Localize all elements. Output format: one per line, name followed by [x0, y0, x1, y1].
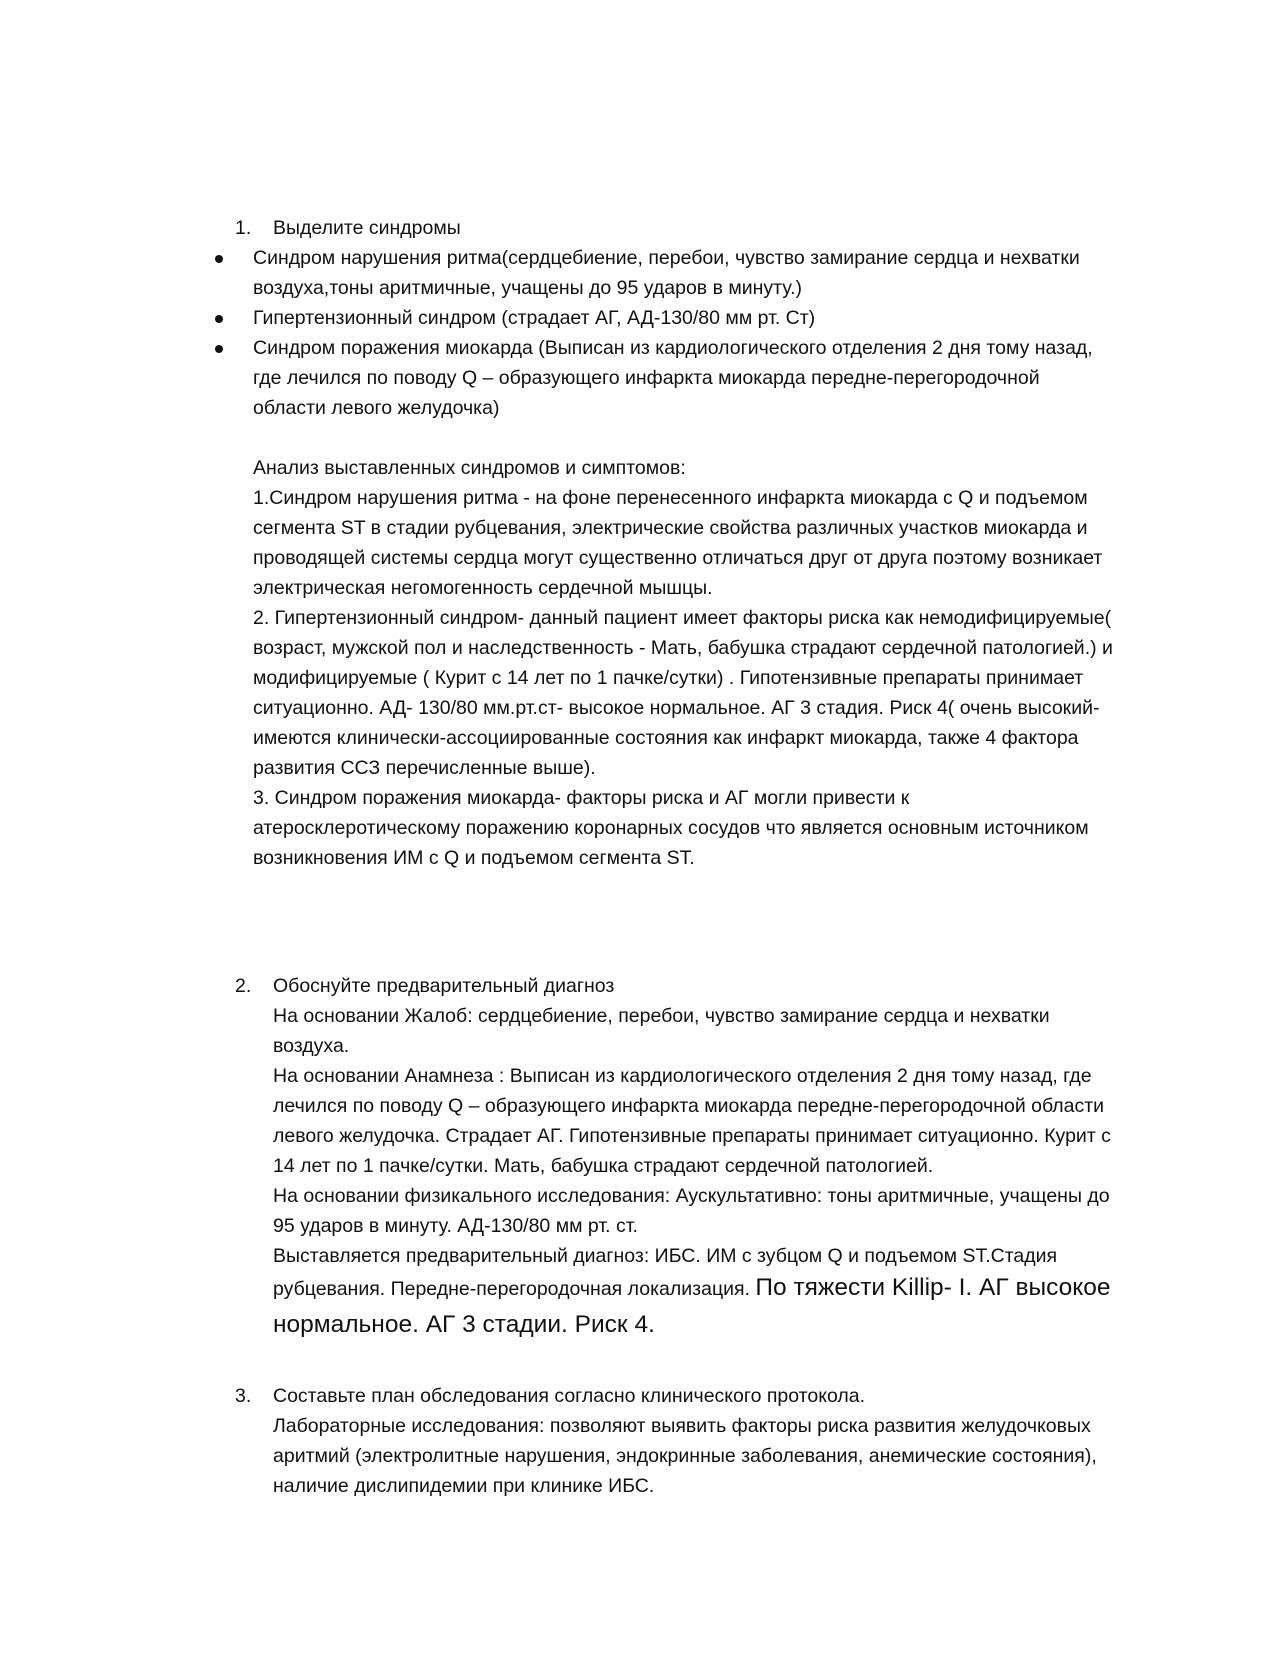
section1-bullet1-line2: воздуха,тоны аритмичные, учащены до 95 ударов в минуту.) — [253, 277, 803, 299]
section3-number: 3. — [235, 1385, 252, 1407]
analysis-line: сегмента ST в стадии рубцевания, электрические свойства различных участков миокарда и — [253, 517, 1088, 539]
analysis-line: электрическая негомогенность сердечной мышцы. — [253, 577, 713, 599]
analysis-line: модифицируемые ( Курит с 14 лет по 1 пачке/сутки) . Гипотензивные препараты принимает — [253, 667, 1084, 689]
section1-title: Выделите синдромы — [273, 217, 461, 239]
section2-line: 14 лет по 1 пачке/сутки. Мать, бабушка страдают сердечной патологией. — [273, 1155, 934, 1177]
section3-title: Составьте план обследования согласно клинического протокола. — [273, 1385, 866, 1407]
section1-bullet3-line2: где лечился по поводу Q – образующего инфаркта миокарда передне-перегородочной — [253, 367, 1040, 389]
section1-bullet1-line1: Синдром нарушения ритма(сердцебиение, перебои, чувство замирание сердца и нехватки — [253, 247, 1080, 269]
section2-mixed-line — [273, 1273, 1110, 1304]
section1-number: 1. — [235, 217, 252, 239]
section1-bullet3-line1: Синдром поражения миокарда (Выписан из кардиологического отделения 2 дня тому назад, — [253, 337, 1093, 359]
diagnosis-final-line: нормальное. АГ 3 стадии. Риск 4. — [273, 1311, 655, 1338]
section2-line: Выставляется предварительный диагноз: ИБС. ИМ с зубцом Q и подъемом ST.Стадия — [273, 1245, 1058, 1267]
analysis-line: 1.Синдром нарушения ритма - на фоне перенесенного инфаркта миокарда с Q и подъемом — [253, 487, 1088, 509]
section2-line: левого желудочка. Страдает АГ. Гипотензивные препараты принимает ситуационно. Курит с — [273, 1125, 1111, 1147]
section2-line: воздуха. — [273, 1035, 350, 1057]
analysis-line: ситуационно. АД- 130/80 мм.рт.ст- высокое нормальное. АГ 3 стадия. Риск 4( очень высокий- — [253, 697, 1100, 719]
diagnosis-severity-text: По тяжести Killip- I. АГ высокое — [755, 1274, 1111, 1301]
analysis-line: атеросклеротическому поражению коронарных сосудов что является основным источником — [253, 817, 1089, 839]
analysis-line: развития ССЗ перечисленные выше). — [253, 757, 596, 779]
analysis-line: имеются клинически-ассоциированные состояния как инфаркт миокарда, также 4 фактора — [253, 727, 1079, 749]
section1-bullet3-line3: области левого желудочка) — [253, 397, 500, 419]
section3-line: наличие дислипидемии при клинике ИБС. — [273, 1475, 655, 1497]
section2-line: лечился по поводу Q – образующего инфаркта миокарда передне-перегородочной области — [273, 1095, 1105, 1117]
bullet-icon — [215, 345, 223, 353]
section2-line: На основании Анамнеза : Выписан из кардиологического отделения 2 дня тому назад, где — [273, 1065, 1092, 1087]
section2-line: 95 ударов в минуту. АД-130/80 мм рт. ст. — [273, 1215, 638, 1237]
analysis-line: 3. Синдром поражения миокарда- факторы риска и АГ могли привести к — [253, 787, 910, 809]
section3-line: Лабораторные исследования: позволяют выявить факторы риска развития желудочковых — [273, 1415, 1091, 1437]
section2-title: Обоснуйте предварительный диагноз — [273, 975, 615, 997]
analysis-line: возникновения ИМ с Q и подъемом сегмента ST. — [253, 847, 695, 869]
bullet-icon — [215, 255, 223, 263]
analysis-line: 2. Гипертензионный синдром- данный пациент имеет факторы риска как немодифицируемые( — [253, 607, 1112, 629]
analysis-heading: Анализ выставленных синдромов и симптомов: — [253, 457, 686, 479]
section3-line: аритмий (электролитные нарушения, эндокринные заболевания, анемические состояния), — [273, 1445, 1097, 1467]
diagnosis-text: рубцевания. Передне-перегородочная локализация. — [273, 1278, 756, 1300]
section2-line: На основании физикального исследования: Аускультативно: тоны аритмичные, учащены до — [273, 1185, 1110, 1207]
bullet-icon — [215, 315, 223, 323]
analysis-line: возраст, мужской пол и наследственность - Мать, бабушка страдают сердечной патологией.) и — [253, 637, 1113, 659]
section2-line: На основании Жалоб: сердцебиение, перебои, чувство замирание сердца и нехватки — [273, 1005, 1050, 1027]
section2-number: 2. — [235, 975, 252, 997]
section1-bullet2-line1: Гипертензионный синдром (страдает АГ, АД-130/80 мм рт. Ст) — [253, 307, 816, 329]
analysis-line: проводящей системы сердца могут существенно отличаться друг от друга поэтому возникает — [253, 547, 1103, 569]
